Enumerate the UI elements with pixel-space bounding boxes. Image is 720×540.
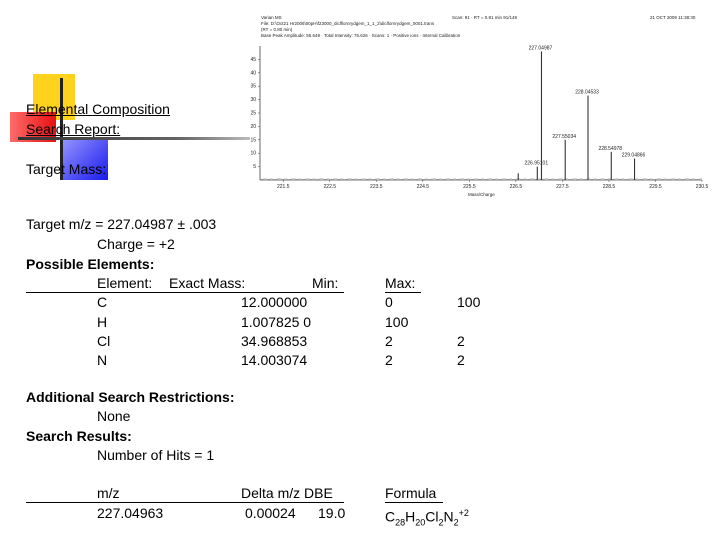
- col-exact-mass: Exact Mass:: [169, 275, 246, 291]
- element-max: 2: [457, 352, 465, 368]
- charge-line: Charge = +2: [97, 236, 175, 252]
- spectrum-header-rt: (RT = 0.80 min): [261, 27, 293, 32]
- x-tick-label: 229.5: [649, 184, 662, 190]
- spectrum-header-date: 21 OCT 2009 11:38:30: [650, 15, 696, 20]
- hits-line: Number of Hits = 1: [97, 447, 215, 463]
- element-symbol: Cl: [97, 333, 111, 349]
- x-tick-label: 223.5: [370, 184, 383, 190]
- element-max: 2: [457, 333, 465, 349]
- element-symbol: N: [97, 352, 108, 368]
- y-tick-label: 10: [250, 150, 256, 157]
- formula-chlorine: Cl: [425, 508, 439, 525]
- x-tick-label: 224.5: [416, 184, 430, 190]
- peak-label: 227.55034: [552, 133, 577, 140]
- element-min: 0: [385, 294, 393, 310]
- element-max: 100: [457, 294, 481, 310]
- formula-hydrogen: H: [405, 508, 416, 525]
- formula-nitrogen: N: [443, 508, 454, 525]
- element-exact-mass: 34.968853: [241, 333, 308, 349]
- y-tick-label: 40: [250, 70, 256, 77]
- element-exact-mass: 1.007825 0: [241, 314, 312, 330]
- x-tick-label: 230.5: [695, 184, 709, 190]
- x-tick-label: 228.5: [602, 184, 616, 190]
- formula-hydrogen-count: 20: [415, 517, 426, 528]
- spectrum-baseline: [260, 179, 702, 180]
- spectrum-header-file: File: D:\Oct21 Hr2006\00pH\f23000_diclflornrydgem_1_1_2\diclfornrydgem_0001.trans: [261, 21, 435, 26]
- col-mz: m/z: [97, 485, 120, 501]
- restrictions-value: None: [97, 408, 131, 424]
- peak-label: 228.04533: [575, 89, 599, 96]
- results-header-underline-formula: [385, 502, 443, 503]
- y-tick-label: 15: [250, 137, 256, 144]
- peak-label: 227.04987: [528, 45, 553, 52]
- y-tick-label: 20: [250, 123, 256, 130]
- element-min: 100: [385, 314, 409, 330]
- spectrum-plot-area: [250, 45, 708, 190]
- x-tick-label: 221.5: [277, 184, 290, 190]
- x-tick-label: 227.5: [556, 184, 569, 190]
- y-tick-label: 35: [250, 83, 256, 90]
- formula-carbon: C: [385, 508, 396, 525]
- results-heading: Search Results:: [26, 428, 132, 444]
- element-symbol: H: [97, 314, 108, 330]
- element-min: 2: [385, 352, 393, 368]
- mass-spectrum-chart: [232, 12, 710, 198]
- col-delta-dbe: Delta m/z DBE: [241, 485, 333, 501]
- elements-header-underline-max: [385, 292, 421, 293]
- formula-carbon-count: 28: [395, 517, 406, 528]
- peak-label: 226.95101: [524, 160, 549, 167]
- element-exact-mass: 12.000000: [241, 294, 308, 310]
- element-exact-mass: 14.003074: [241, 352, 308, 368]
- col-formula: Formula: [385, 485, 437, 501]
- result-formula: [385, 505, 469, 531]
- y-tick-label: 30: [250, 97, 256, 104]
- possible-elements-heading: Possible Elements:: [26, 256, 155, 272]
- elements-header-underline: [26, 292, 344, 293]
- spectrum-header-instrument: Varian MS: [261, 15, 282, 20]
- spectrum-header-amplitude: Base Peak Amplitude: 55.649 · Total Intensity: 75.626 · Scans: 1 · Positive ions · Internal Calibration: [261, 33, 461, 38]
- target-mz-line: Target m/z = 227.04987 ± .003: [26, 216, 217, 232]
- report-title-line1: Elemental Composition: [26, 101, 170, 117]
- y-tick-label: 45: [250, 56, 256, 63]
- peak-label: 229.04866: [621, 152, 646, 159]
- target-mass-label: Target Mass:: [26, 161, 107, 177]
- x-tick-label: 226.5: [509, 184, 523, 190]
- element-symbol: C: [97, 294, 108, 310]
- spectrum-header-scan: Scan: 91 · RT = 0.81 min 91/148: [452, 15, 517, 20]
- col-max: Max:: [385, 275, 416, 291]
- x-tick-label: 222.5: [323, 184, 337, 190]
- report-title-line2: Search Report:: [26, 121, 121, 137]
- x-tick-label: 225.5: [463, 184, 476, 190]
- spectrum-x-axis-label: Mass/Charge: [468, 192, 495, 197]
- formula-charge: +2: [458, 508, 469, 518]
- col-element: Element:: [97, 275, 153, 291]
- formula-chlorine-count: 2: [438, 517, 444, 528]
- result-delta: 0.00024: [245, 505, 296, 521]
- peak-label: 228.54978: [598, 145, 623, 152]
- result-dbe: 19.0: [318, 505, 346, 521]
- y-tick-label: 25: [250, 110, 256, 117]
- result-mz: 227.04963: [97, 505, 164, 521]
- element-min: 2: [385, 333, 393, 349]
- y-tick-label: 5: [253, 164, 256, 171]
- col-min: Min:: [312, 275, 339, 291]
- results-header-underline: [26, 502, 344, 503]
- formula-nitrogen-count: 2: [453, 517, 459, 528]
- restrictions-heading: Additional Search Restrictions:: [26, 389, 235, 405]
